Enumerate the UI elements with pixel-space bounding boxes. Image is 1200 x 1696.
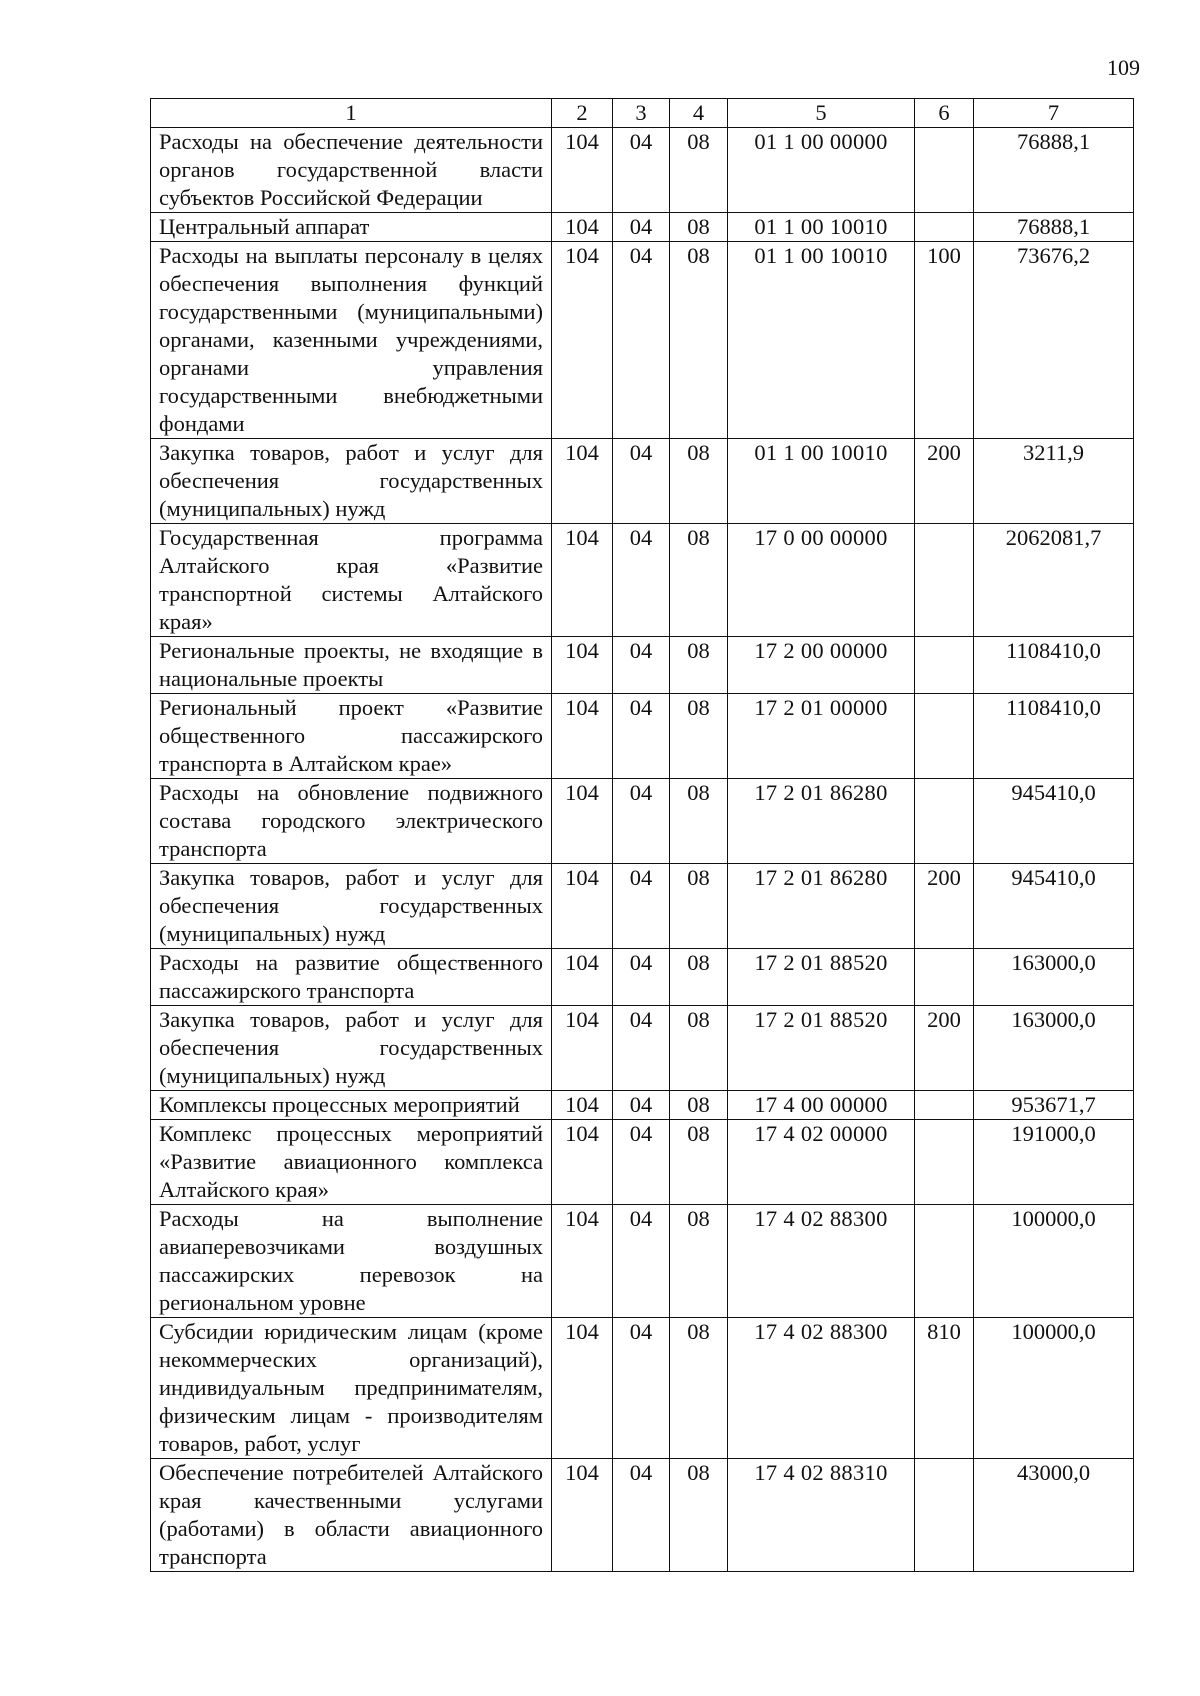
ministry-code-cell: 104: [552, 1091, 613, 1120]
expense-name-cell: Закупка товаров, работ и услуг для обеспечения государственных (муниципальных) нужд: [151, 439, 552, 524]
expense-name-cell: Комплексы процессных мероприятий: [151, 1091, 552, 1120]
section-code-cell: 04: [613, 1459, 670, 1572]
amount-cell: 163000,0: [974, 949, 1134, 1006]
expense-type-cell: [915, 1120, 974, 1205]
expense-name-cell: Государственная программа Алтайского края «Развитие транспортной системы Алтайского края»: [151, 524, 552, 637]
expense-name-cell: Расходы на выполнение авиаперевозчиками воздушных пассажирских перевозок на региональном уровне: [151, 1205, 552, 1318]
header-col-3: 3: [613, 99, 670, 128]
expense-name-cell: Расходы на развитие общественного пассажирского транспорта: [151, 949, 552, 1006]
amount-cell: 1108410,0: [974, 637, 1134, 694]
target-article-cell: 01 1 00 10010: [728, 242, 915, 439]
subsection-code-cell: 08: [670, 1459, 728, 1572]
expense-name-cell: Закупка товаров, работ и услуг для обеспечения государственных (муниципальных) нужд: [151, 1006, 552, 1091]
target-article-cell: 17 4 02 88300: [728, 1205, 915, 1318]
expense-name-cell: Закупка товаров, работ и услуг для обеспечения государственных (муниципальных) нужд: [151, 864, 552, 949]
target-article-cell: 17 4 02 88310: [728, 1459, 915, 1572]
table-row: [151, 949, 1134, 1006]
expense-name-cell: Расходы на обеспечение деятельности органов государственной власти субъектов Российской Федерации: [151, 128, 552, 213]
expense-type-cell: [915, 779, 974, 864]
ministry-code-cell: 104: [552, 694, 613, 779]
ministry-code-cell: 104: [552, 949, 613, 1006]
header-col-4: 4: [670, 99, 728, 128]
amount-cell: 945410,0: [974, 864, 1134, 949]
subsection-code-cell: 08: [670, 213, 728, 242]
expense-type-cell: [915, 949, 974, 1006]
table-body: [151, 128, 1134, 1572]
amount-cell: 76888,1: [974, 128, 1134, 213]
amount-cell: 945410,0: [974, 779, 1134, 864]
expense-type-cell: [915, 213, 974, 242]
expense-name-cell: Региональный проект «Развитие общественного пассажирского транспорта в Алтайском крае»: [151, 694, 552, 779]
expense-name-cell: Комплекс процессных мероприятий «Развитие авиационного комплекса Алтайского края»: [151, 1120, 552, 1205]
subsection-code-cell: 08: [670, 1091, 728, 1120]
subsection-code-cell: 08: [670, 524, 728, 637]
ministry-code-cell: 104: [552, 1006, 613, 1091]
expense-type-cell: [915, 128, 974, 213]
expense-type-cell: 200: [915, 439, 974, 524]
expense-type-cell: 200: [915, 1006, 974, 1091]
page-number: 109: [1107, 55, 1140, 80]
section-code-cell: 04: [613, 1205, 670, 1318]
amount-cell: 3211,9: [974, 439, 1134, 524]
section-code-cell: 04: [613, 694, 670, 779]
subsection-code-cell: 08: [670, 637, 728, 694]
amount-cell: 73676,2: [974, 242, 1134, 439]
amount-cell: 76888,1: [974, 213, 1134, 242]
section-code-cell: 04: [613, 1318, 670, 1459]
amount-cell: 1108410,0: [974, 694, 1134, 779]
ministry-code-cell: 104: [552, 524, 613, 637]
header-col-5: 5: [728, 99, 915, 128]
header-col-2: 2: [552, 99, 613, 128]
target-article-cell: 17 2 01 86280: [728, 779, 915, 864]
amount-cell: 100000,0: [974, 1318, 1134, 1459]
table-row: [151, 1006, 1134, 1091]
section-code-cell: 04: [613, 949, 670, 1006]
target-article-cell: 17 2 01 88520: [728, 949, 915, 1006]
table-row: [151, 242, 1134, 439]
ministry-code-cell: 104: [552, 1205, 613, 1318]
subsection-code-cell: 08: [670, 1205, 728, 1318]
expense-type-cell: 100: [915, 242, 974, 439]
target-article-cell: 17 0 00 00000: [728, 524, 915, 637]
budget-table: [150, 98, 1134, 1572]
section-code-cell: 04: [613, 637, 670, 694]
target-article-cell: 17 2 00 00000: [728, 637, 915, 694]
amount-cell: 953671,7: [974, 1091, 1134, 1120]
expense-type-cell: 200: [915, 864, 974, 949]
target-article-cell: 01 1 00 10010: [728, 213, 915, 242]
section-code-cell: 04: [613, 213, 670, 242]
target-article-cell: 17 4 02 88300: [728, 1318, 915, 1459]
amount-cell: 2062081,7: [974, 524, 1134, 637]
section-code-cell: 04: [613, 128, 670, 213]
target-article-cell: 17 4 00 00000: [728, 1091, 915, 1120]
expense-name-cell: Центральный аппарат: [151, 213, 552, 242]
subsection-code-cell: 08: [670, 242, 728, 439]
table-row: [151, 1205, 1134, 1318]
table-row: [151, 524, 1134, 637]
expense-name-cell: Региональные проекты, не входящие в национальные проекты: [151, 637, 552, 694]
expense-name-cell: Обеспечение потребителей Алтайского края качественными услугами (работами) в области авиационного транспорта: [151, 1459, 552, 1572]
ministry-code-cell: 104: [552, 864, 613, 949]
section-code-cell: 04: [613, 439, 670, 524]
amount-cell: 163000,0: [974, 1006, 1134, 1091]
table-row: [151, 779, 1134, 864]
expense-name-cell: Субсидии юридическим лицам (кроме некоммерческих организаций), индивидуальным предпринимателям, физическим лицам - производителям товаров, работ, услуг: [151, 1318, 552, 1459]
section-code-cell: 04: [613, 1006, 670, 1091]
subsection-code-cell: 08: [670, 128, 728, 213]
table-row: [151, 1318, 1134, 1459]
ministry-code-cell: 104: [552, 242, 613, 439]
subsection-code-cell: 08: [670, 1006, 728, 1091]
ministry-code-cell: 104: [552, 779, 613, 864]
expense-type-cell: [915, 524, 974, 637]
target-article-cell: 17 2 01 88520: [728, 1006, 915, 1091]
table-row: [151, 128, 1134, 213]
table-row: [151, 439, 1134, 524]
expense-type-cell: 810: [915, 1318, 974, 1459]
table-row: [151, 1091, 1134, 1120]
expense-type-cell: [915, 1205, 974, 1318]
target-article-cell: 17 2 01 86280: [728, 864, 915, 949]
subsection-code-cell: 08: [670, 1318, 728, 1459]
target-article-cell: 01 1 00 10010: [728, 439, 915, 524]
table-row: [151, 213, 1134, 242]
subsection-code-cell: 08: [670, 779, 728, 864]
subsection-code-cell: 08: [670, 949, 728, 1006]
target-article-cell: 01 1 00 00000: [728, 128, 915, 213]
subsection-code-cell: 08: [670, 864, 728, 949]
section-code-cell: 04: [613, 864, 670, 949]
section-code-cell: 04: [613, 524, 670, 637]
ministry-code-cell: 104: [552, 128, 613, 213]
ministry-code-cell: 104: [552, 1459, 613, 1572]
section-code-cell: 04: [613, 1091, 670, 1120]
expense-name-cell: Расходы на выплаты персоналу в целях обеспечения выполнения функций государственными (муниципальными) органами, казенными учреждениями, органами управления государственными внебюджетными фондами: [151, 242, 552, 439]
header-row: [151, 99, 1134, 128]
expense-name-cell: Расходы на обновление подвижного состава городского электрического транспорта: [151, 779, 552, 864]
section-code-cell: 04: [613, 779, 670, 864]
section-code-cell: 04: [613, 1120, 670, 1205]
table-row: [151, 864, 1134, 949]
amount-cell: 43000,0: [974, 1459, 1134, 1572]
table-row: [151, 1459, 1134, 1572]
ministry-code-cell: 104: [552, 213, 613, 242]
header-col-1: 1: [151, 99, 552, 128]
header-col-7: 7: [974, 99, 1134, 128]
ministry-code-cell: 104: [552, 1120, 613, 1205]
section-code-cell: 04: [613, 242, 670, 439]
target-article-cell: 17 4 02 00000: [728, 1120, 915, 1205]
table-row: [151, 694, 1134, 779]
ministry-code-cell: 104: [552, 1318, 613, 1459]
subsection-code-cell: 08: [670, 694, 728, 779]
table-row: [151, 1120, 1134, 1205]
ministry-code-cell: 104: [552, 439, 613, 524]
ministry-code-cell: 104: [552, 637, 613, 694]
expense-type-cell: [915, 1091, 974, 1120]
header-col-6: 6: [915, 99, 974, 128]
expense-type-cell: [915, 1459, 974, 1572]
expense-type-cell: [915, 694, 974, 779]
target-article-cell: 17 2 01 00000: [728, 694, 915, 779]
amount-cell: 191000,0: [974, 1120, 1134, 1205]
subsection-code-cell: 08: [670, 1120, 728, 1205]
expense-type-cell: [915, 637, 974, 694]
table-row: [151, 637, 1134, 694]
subsection-code-cell: 08: [670, 439, 728, 524]
amount-cell: 100000,0: [974, 1205, 1134, 1318]
table-header: [151, 99, 1134, 128]
